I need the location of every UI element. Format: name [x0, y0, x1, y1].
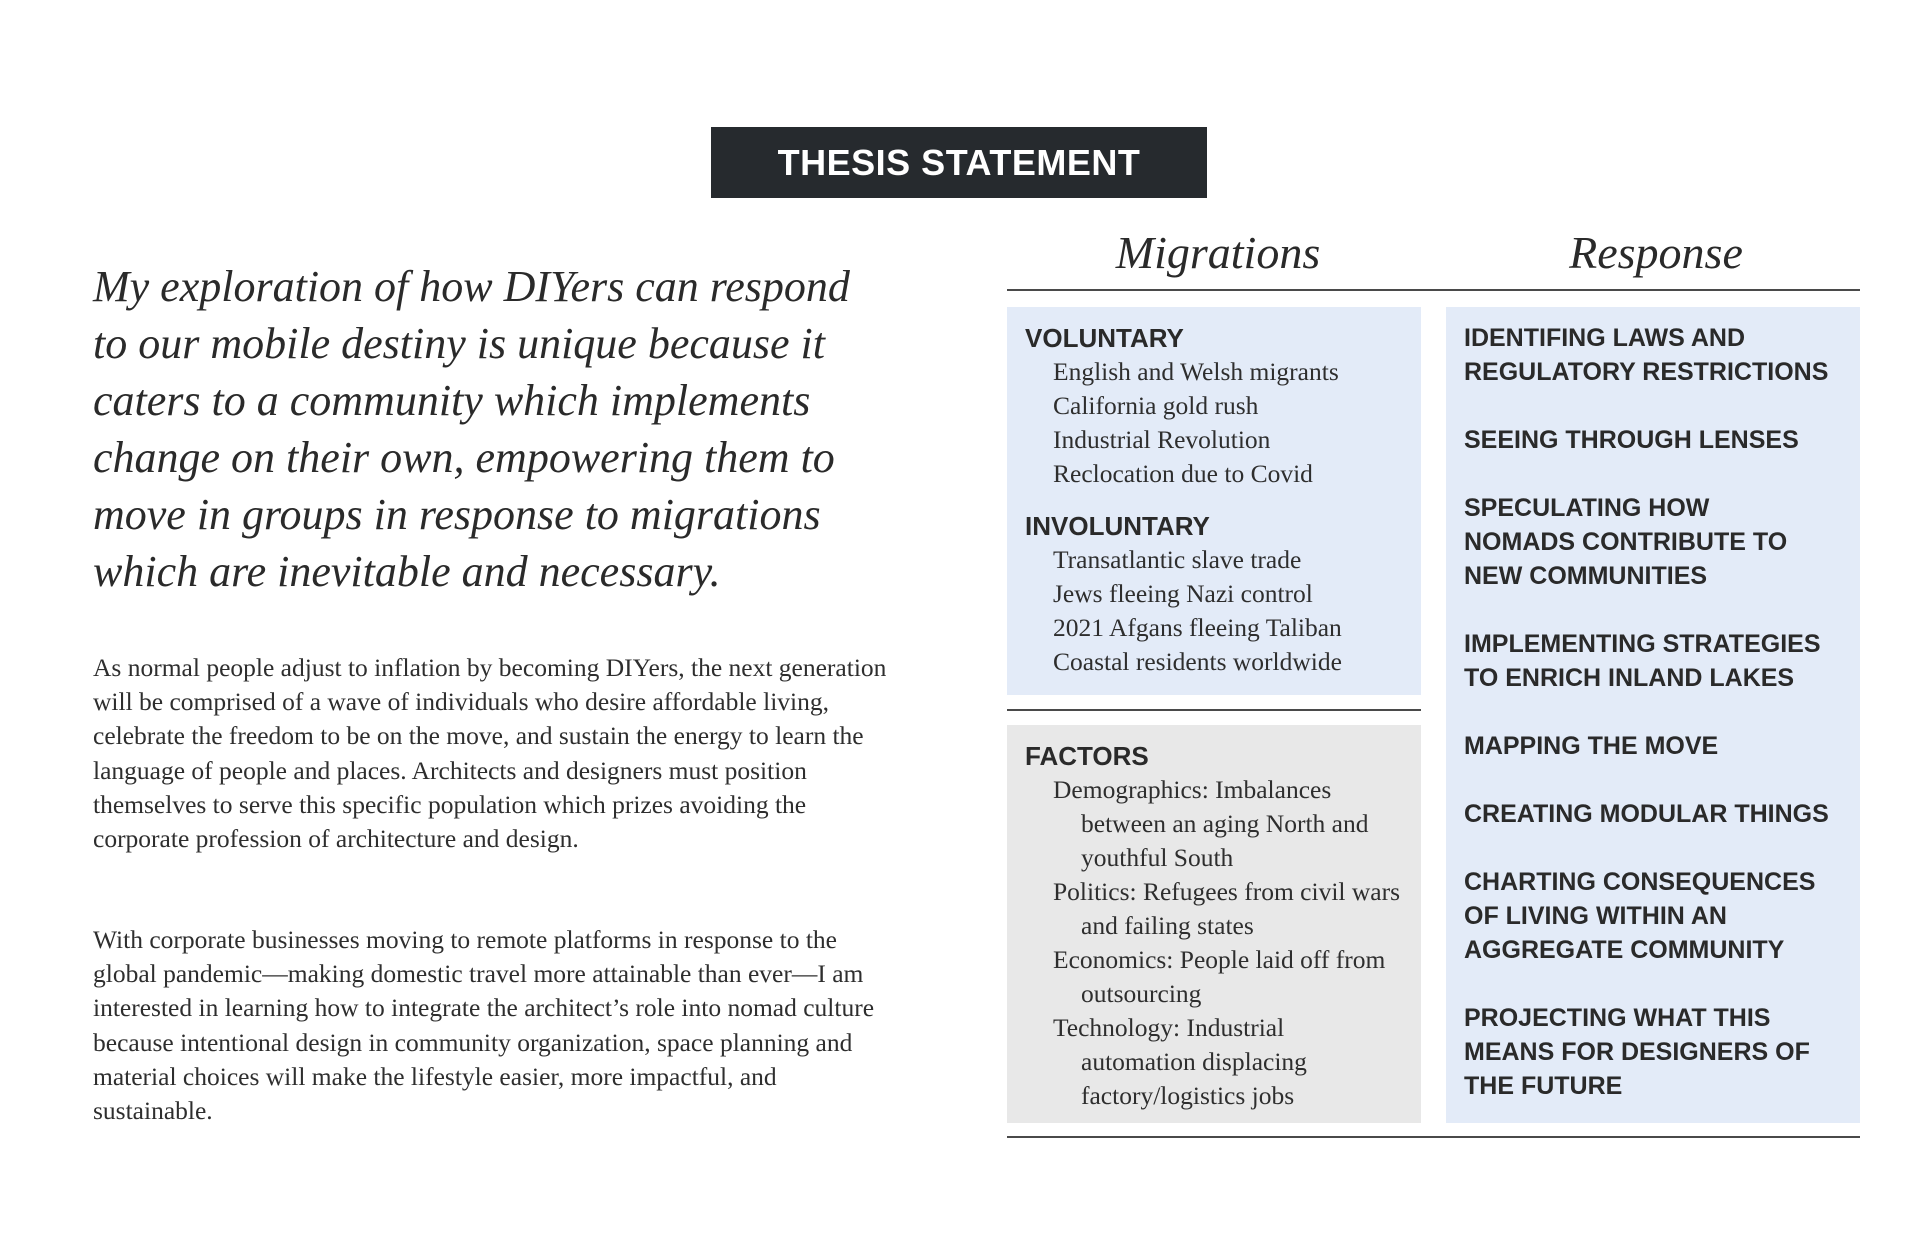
list-item: Technology: Industrial automation displacing factory/logistics jobs: [1053, 1013, 1307, 1110]
response-item: IMPLEMENTING STRATEGIES TO ENRICH INLAND LAKES: [1464, 630, 1821, 692]
factors-list: [1025, 773, 1403, 1113]
list-item: Politics: Refugees from civil wars and failing states: [1053, 877, 1401, 940]
response-heading: Response: [1569, 227, 1743, 278]
table-bottom-rule: [1007, 1136, 1860, 1138]
response-item: SEEING THROUGH LENSES: [1464, 426, 1799, 454]
table-top-rule: [1007, 289, 1860, 291]
migration-types-box: [1007, 307, 1421, 695]
list-item: California gold rush: [1053, 391, 1259, 420]
factors-box: [1007, 725, 1421, 1123]
voluntary-list: [1025, 355, 1403, 491]
list-item: Coastal residents worldwide: [1053, 647, 1342, 676]
list-item: Jews fleeing Nazi control: [1053, 579, 1313, 608]
response-list: [1464, 321, 1842, 1103]
table-mid-rule: [1007, 709, 1421, 711]
response-item: CHARTING CONSEQUENCES OF LIVING WITHIN AN AGGREGATE COMMUNITY: [1464, 868, 1816, 964]
body-paragraph-2: With corporate businesses moving to remote platforms in response to the global pandemic—making domestic travel more attainable than ever—I am interested in learning how to integrate the architect’s role into nomad culture because intentional design in community organization, space planning and material choices will make the lifestyle easier, more impactful, and sustainable.: [93, 925, 875, 1126]
body-paragraph-1: As normal people adjust to inflation by becoming DIYers, the next generation will be comprised of a wave of individuals who desire affordable living, celebrate the freedom to be on the move, and sustain the energy to learn the language of people and places. Architects and designers must position themselves to serve this specific population which prizes avoiding the corporate profession of architecture and design.: [93, 653, 887, 854]
list-item: English and Welsh migrants: [1053, 357, 1339, 386]
response-item: PROJECTING WHAT THIS MEANS FOR DESIGNERS OF THE FUTURE: [1464, 1004, 1810, 1100]
list-item: Transatlantic slave trade: [1053, 545, 1302, 574]
lead-statement: My exploration of how DIYers can respond to our mobile destiny is unique because it caters to a community which implements change on their own, empowering them to move in groups in response to migrations which are inevitable and necessary.: [93, 262, 850, 596]
involuntary-heading: INVOLUNTARY: [1025, 511, 1210, 541]
list-item: Demographics: Imbalances between an aging North and youthful South: [1053, 775, 1369, 872]
response-box: [1446, 307, 1860, 1123]
voluntary-heading: VOLUNTARY: [1025, 323, 1184, 353]
list-item: 2021 Afgans fleeing Taliban: [1053, 613, 1342, 642]
response-item: IDENTIFING LAWS AND REGULATORY RESTRICTIONS: [1464, 324, 1829, 386]
list-item: Economics: People laid off from outsourcing: [1053, 945, 1386, 1008]
factors-heading: FACTORS: [1025, 741, 1149, 771]
involuntary-list: [1025, 543, 1403, 679]
page-title: THESIS STATEMENT: [711, 127, 1207, 198]
response-item: SPECULATING HOW NOMADS CONTRIBUTE TO NEW COMMUNITIES: [1464, 494, 1788, 590]
list-item: Reclocation due to Covid: [1053, 459, 1313, 488]
response-item: CREATING MODULAR THINGS: [1464, 800, 1829, 828]
response-item: MAPPING THE MOVE: [1464, 732, 1719, 760]
migrations-heading: Migrations: [1115, 227, 1321, 278]
list-item: Industrial Revolution: [1053, 425, 1271, 454]
